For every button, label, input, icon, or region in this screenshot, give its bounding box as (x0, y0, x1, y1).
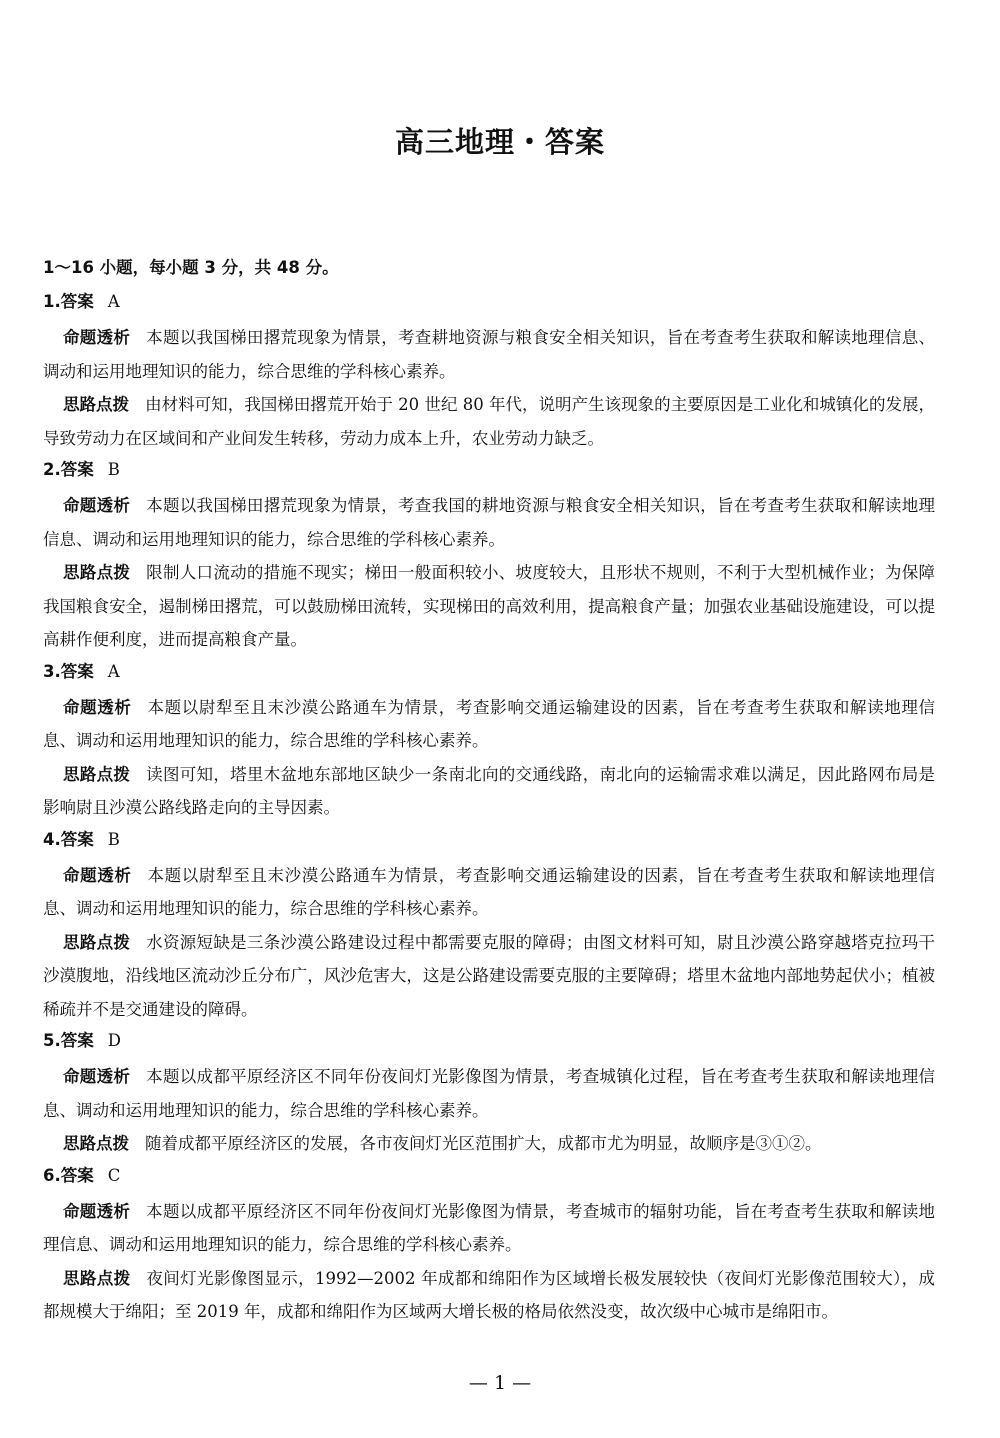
question-number: 4. (43, 829, 61, 849)
answer-line (43, 1026, 935, 1060)
hint-label: 思路点拨 (63, 563, 131, 582)
hint-text: 由材料可知，我国梯田撂荒开始于 20 世纪 80 年代，说明产生该现象的主要原因是工业化和城镇化的发展，导致劳动力在区域间和产业间发生转移，劳动力成本上升，农业劳动力缺乏。 (43, 395, 936, 448)
question-number: 6. (43, 1165, 61, 1185)
question-item (43, 657, 935, 825)
analysis-paragraph (43, 859, 935, 926)
answer-value: D (107, 1031, 121, 1050)
analysis-text: 本题以尉犁至且末沙漠公路通车为情景，考查影响交通运输建设的因素，旨在考查考生获取和解读地理信息、调动和运用地理知识的能力，综合思维的学科核心素养。 (43, 865, 936, 918)
answer-label: 答案 (60, 292, 94, 311)
answer-line (43, 825, 935, 859)
answer-line (43, 287, 935, 321)
analysis-label: 命题透析 (63, 328, 131, 347)
hint-text: 水资源短缺是三条沙漠公路建设过程中都需要克服的障碍；由图文材料可知，尉且沙漠公路穿越塔克拉玛干沙漠腹地，沿线地区流动沙丘分布广，风沙危害大，这是公路建设需要克服的主要障碍；塔里木盆地内部地势起伏小；植被稀疏并不是交通建设的障碍。 (43, 932, 936, 1019)
hint-paragraph (43, 758, 935, 825)
answer-label: 答案 (60, 1165, 94, 1185)
answer-value: B (107, 460, 120, 479)
analysis-text: 本题以尉犁至且末沙漠公路通车为情景，考查影响交通运输建设的因素，旨在考查考生获取和解读地理信息、调动和运用地理知识的能力，综合思维的学科核心素养。 (43, 697, 936, 750)
answer-line (43, 1161, 935, 1195)
section-intro: 1～16 小题，每小题 3 分，共 48 分。 (43, 258, 339, 277)
hint-label: 思路点拨 (63, 764, 131, 784)
answer-value: B (107, 829, 120, 849)
question-item (43, 825, 935, 1027)
analysis-paragraph (43, 691, 935, 758)
hint-label: 思路点拨 (63, 1134, 129, 1153)
hint-text: 读图可知，塔里木盆地东部地区缺少一条南北向的交通线路，南北向的运输需求难以满足，因此路网布局是影响尉且沙漠公路线路走向的主导因素。 (43, 764, 936, 817)
hint-text: 夜间灯光影像图显示，1992—2002 年成都和绵阳作为区域增长极发展较快（夜间灯光影像范围较大），成都规模大于绵阳；至 2019 年，成都和绵阳作为区域两大增长极的格局依然没变，故次级中心城市是绵阳市。 (43, 1268, 936, 1321)
hint-label: 思路点拨 (63, 932, 131, 952)
question-number: 5. (43, 1031, 61, 1050)
answer-label: 答案 (60, 661, 94, 681)
answer-value: A (107, 292, 120, 311)
question-number: 2. (43, 460, 61, 479)
question-list (43, 287, 935, 1329)
question-item (43, 287, 935, 455)
hint-text: 限制人口流动的措施不现实；梯田一般面积较小、坡度较大，且形状不规则，不利于大型机械作业；为保障我国粮食安全，遏制梯田撂荒，可以鼓励梯田流转，实现梯田的高效利用，提高粮食产量；加强农业基础设施建设，可以提高耕作便利度，进而提高粮食产量。 (43, 563, 936, 649)
answer-value: A (107, 661, 120, 681)
answer-label: 答案 (60, 1031, 94, 1050)
analysis-paragraph (43, 1060, 935, 1127)
analysis-paragraph (43, 321, 935, 388)
analysis-label: 命题透析 (63, 1201, 131, 1221)
hint-paragraph (43, 1127, 935, 1161)
question-number: 3. (43, 661, 61, 681)
analysis-label: 命题透析 (63, 697, 132, 717)
question-item (43, 1161, 935, 1329)
analysis-paragraph (43, 489, 935, 556)
hint-paragraph (43, 926, 935, 1027)
answer-content (43, 253, 935, 1329)
question-item (43, 1026, 935, 1161)
analysis-text: 本题以我国梯田撂荒现象为情景，考查耕地资源与粮食安全相关知识，旨在考查考生获取和解读地理信息、调动和运用地理知识的能力，综合思维的学科核心素养。 (43, 328, 936, 381)
question-number: 1. (43, 292, 61, 311)
answer-line (43, 455, 935, 489)
hint-paragraph (43, 388, 935, 455)
question-item (43, 455, 935, 657)
analysis-text: 本题以我国梯田撂荒现象为情景，考查我国的耕地资源与粮食安全相关知识，旨在考查考生获取和解读地理信息、调动和运用地理知识的能力，综合思维的学科核心素养。 (43, 496, 936, 549)
answer-line (43, 657, 935, 691)
answer-label: 答案 (60, 829, 94, 849)
answer-value: C (107, 1165, 121, 1185)
hint-paragraph (43, 556, 935, 657)
hint-label: 思路点拨 (63, 395, 130, 414)
page-title: 高三地理・答案 (394, 125, 605, 159)
answer-label: 答案 (60, 460, 94, 479)
analysis-paragraph (43, 1195, 935, 1262)
analysis-label: 命题透析 (63, 1067, 131, 1086)
analysis-label: 命题透析 (63, 496, 131, 515)
analysis-text: 本题以成都平原经济区不同年份夜间灯光影像图为情景，考查城镇化过程，旨在考查考生获取和解读地理信息、调动和运用地理知识的能力，综合思维的学科核心素养。 (43, 1067, 936, 1120)
analysis-text: 本题以成都平原经济区不同年份夜间灯光影像图为情景，考查城市的辐射功能，旨在考查考生获取和解读地理信息、调动和运用地理知识的能力，综合思维的学科核心素养。 (43, 1201, 936, 1254)
page-number: — 1 — (468, 1372, 532, 1394)
analysis-label: 命题透析 (63, 865, 132, 885)
hint-text: 随着成都平原经济区的发展，各市夜间灯光区范围扩大，成都市尤为明显，故顺序是③①②。 (145, 1134, 822, 1153)
hint-label: 思路点拨 (63, 1268, 131, 1288)
hint-paragraph (43, 1262, 935, 1329)
